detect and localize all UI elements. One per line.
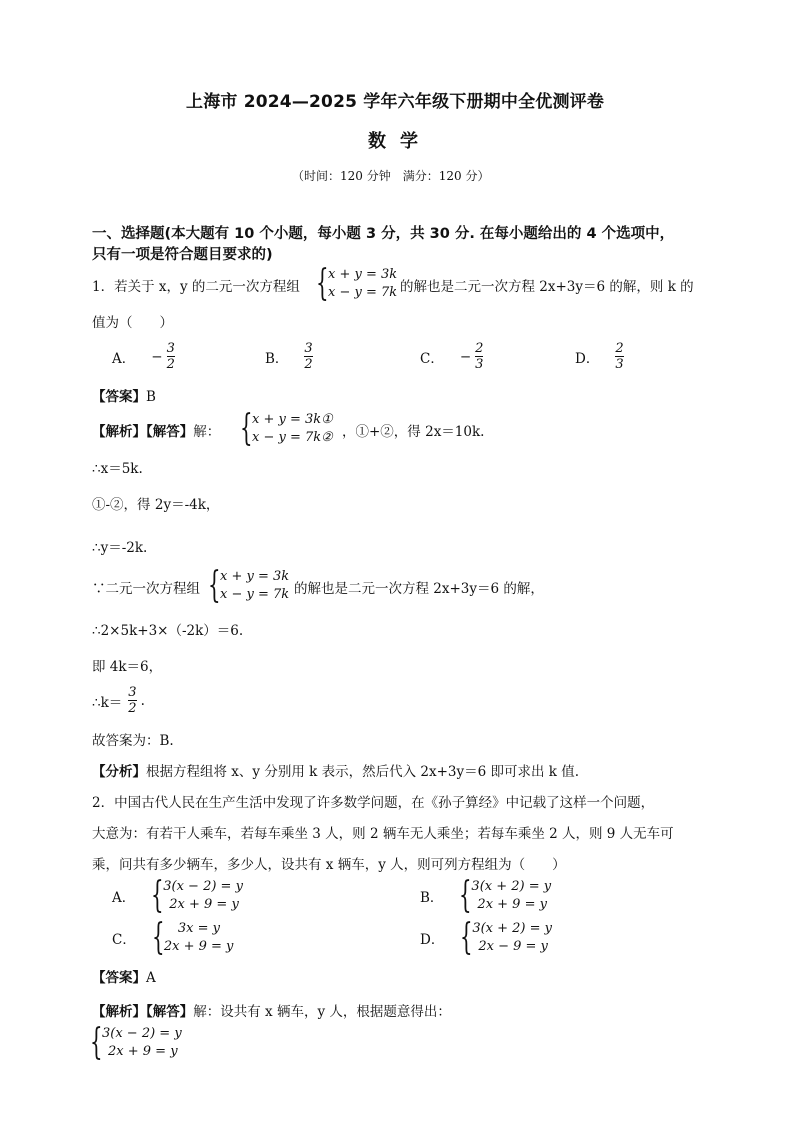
- denominator: 3: [615, 357, 624, 372]
- q1-step-4-cont: 的解也是二元一次方程 2x+3y＝6 的解，: [294, 581, 544, 597]
- numerator: 3: [166, 341, 175, 356]
- q2-option-a: [112, 875, 243, 916]
- q2-text-line-3: 乘，问共有多少辆车，多少人，设共有 x 辆车，y 人，则可列方程组为（ ）: [92, 857, 566, 873]
- step-text-end: .: [140, 692, 145, 709]
- q1-step-7: [92, 686, 145, 715]
- option-mark: C．: [112, 932, 136, 948]
- section-heading: 一、选择题(本大题有 10 个小题，每小题 3 分，共 30 分. 在每小题给出的 4 个选项中，: [92, 226, 675, 242]
- equation-line: x − y = 7k②: [252, 430, 333, 445]
- section-heading-cont: 只有一项是符合题目要求的): [92, 247, 273, 263]
- q2-option-c: [112, 917, 234, 958]
- q1-analysis-label: [92, 420, 220, 440]
- fenxi-text: 根据方程组将 x、y 分别用 k 表示，然后代入 2x+3y＝6 即可求出 k 值.: [146, 764, 580, 780]
- option-fraction: [475, 342, 483, 371]
- option-mark: D．: [420, 932, 445, 948]
- q1-step-1: ∴x＝5k.: [92, 461, 143, 477]
- answer-value: B: [146, 389, 156, 405]
- fenxi-label: 【分析】: [92, 764, 146, 780]
- q1-fenxi: [92, 760, 579, 780]
- option-mark: B．: [420, 890, 444, 906]
- option-fraction: [615, 342, 623, 371]
- q2-text-line-1: 2．中国古代人民在生产生活中发现了许多数学问题，在《孙子算经》中记载了这样一个问题，: [92, 795, 655, 811]
- equation-line: 2x + 9 = y: [108, 1044, 178, 1059]
- q1-analysis-after: ，①+②，得 2x＝10k.: [342, 424, 485, 440]
- brace-glyph: {: [459, 875, 473, 916]
- option-fraction: [304, 342, 312, 371]
- brace-glyph: {: [151, 917, 165, 958]
- q1-step-6: 即 4k＝6，: [92, 659, 163, 675]
- answer-label: 【答案】: [92, 389, 146, 405]
- option-mark: B．: [265, 350, 289, 367]
- q1-option-a: [112, 342, 175, 371]
- option-sign: −: [459, 348, 472, 365]
- equation-line: x + y = 3k: [328, 267, 398, 282]
- option-mark: A．: [112, 350, 136, 367]
- equation-line: 3x = y: [177, 921, 220, 936]
- option-mark: A．: [112, 890, 136, 906]
- equation-line: x + y = 3k①: [252, 412, 333, 427]
- q1-equation-system: [316, 263, 398, 304]
- equation-line: 2x + 9 = y: [169, 897, 239, 912]
- q1-analysis-system: [240, 408, 333, 449]
- brace-glyph: {: [240, 408, 253, 449]
- q1-text-cont: 的解也是二元一次方程 2x+3y＝6 的解，则 k 的: [400, 279, 694, 295]
- subject-title: 数学: [368, 131, 432, 152]
- equation-line: 3(x + 2) = y: [471, 879, 552, 894]
- q2-option-d: [420, 917, 553, 958]
- equation-line: 3(x − 2) = y: [163, 879, 243, 894]
- page-title: 上海市 2024—2025 学年六年级下册期中全优测评卷: [186, 92, 605, 112]
- equation-line: 3(x + 2) = y: [472, 921, 553, 936]
- option-mark: C．: [420, 350, 444, 367]
- brace-glyph: {: [90, 1022, 103, 1063]
- q2-option-b: [420, 875, 552, 916]
- answer-value: A: [146, 970, 156, 986]
- q2-analysis: [92, 1000, 451, 1020]
- brace-glyph: {: [208, 565, 221, 606]
- q2-analysis-system: [90, 1022, 182, 1063]
- denominator: 3: [475, 357, 484, 372]
- q2-answer: [92, 966, 156, 986]
- result-fraction: [128, 686, 136, 715]
- analysis-text: 解：设共有 x 辆车，y 人，根据题意得出：: [193, 1004, 451, 1020]
- equation-line: 2x + 9 = y: [477, 897, 547, 912]
- q1-step-2: ①-②，得 2y＝-4k，: [92, 497, 220, 513]
- q1-step-4-system: [208, 565, 290, 606]
- denominator: 2: [128, 701, 137, 716]
- analysis-intro: 解：: [193, 424, 221, 440]
- q1-option-b: [265, 342, 313, 371]
- equation-line: x + y = 3k: [220, 569, 290, 584]
- option-fraction: [167, 342, 175, 371]
- equation-line: 3(x − 2) = y: [102, 1026, 182, 1041]
- q1-answer: [92, 385, 156, 405]
- numerator: 3: [304, 341, 313, 356]
- q1-step-5: ∴2×5k+3×（-2k）＝6.: [92, 623, 244, 639]
- denominator: 2: [166, 357, 175, 372]
- analysis-label: 【解析】【解答】: [92, 424, 194, 440]
- q1-text-end: 值为（ ）: [92, 315, 173, 331]
- equation-line: 2x + 9 = y: [163, 939, 234, 954]
- numerator: 2: [475, 341, 484, 356]
- exam-meta: （时间：120 分钟 满分：120 分）: [292, 169, 490, 183]
- equation-line: x − y = 7k: [328, 285, 398, 300]
- equation-line: 2x − 9 = y: [478, 939, 548, 954]
- q1-text: 1．若关于 x，y 的二元一次方程组: [92, 279, 300, 295]
- numerator: 2: [615, 341, 624, 356]
- answer-label: 【答案】: [92, 970, 146, 986]
- brace-glyph: {: [316, 263, 329, 304]
- option-sign: −: [151, 348, 163, 365]
- option-mark: D．: [575, 350, 600, 367]
- q1-step-3: ∴y＝-2k.: [92, 540, 148, 556]
- q1-option-c: [420, 342, 483, 371]
- analysis-label: 【解析】【解答】: [92, 1004, 194, 1020]
- q1-conclusion: 故答案为：B.: [92, 733, 174, 749]
- q1-step-4: ∵二元一次方程组: [92, 581, 200, 597]
- numerator: 3: [128, 685, 137, 700]
- brace-glyph: {: [151, 875, 164, 916]
- step-text: ∴k＝: [92, 694, 123, 711]
- q2-text-line-2: 大意为：有若干人乘车，若每车乘坐 3 人，则 2 辆车无人乘坐；若每车乘坐 2 人，则 9 人无车可: [92, 826, 674, 842]
- brace-glyph: {: [460, 917, 473, 958]
- denominator: 2: [304, 357, 313, 372]
- equation-line: x − y = 7k: [220, 587, 290, 602]
- q1-option-d: [575, 342, 624, 371]
